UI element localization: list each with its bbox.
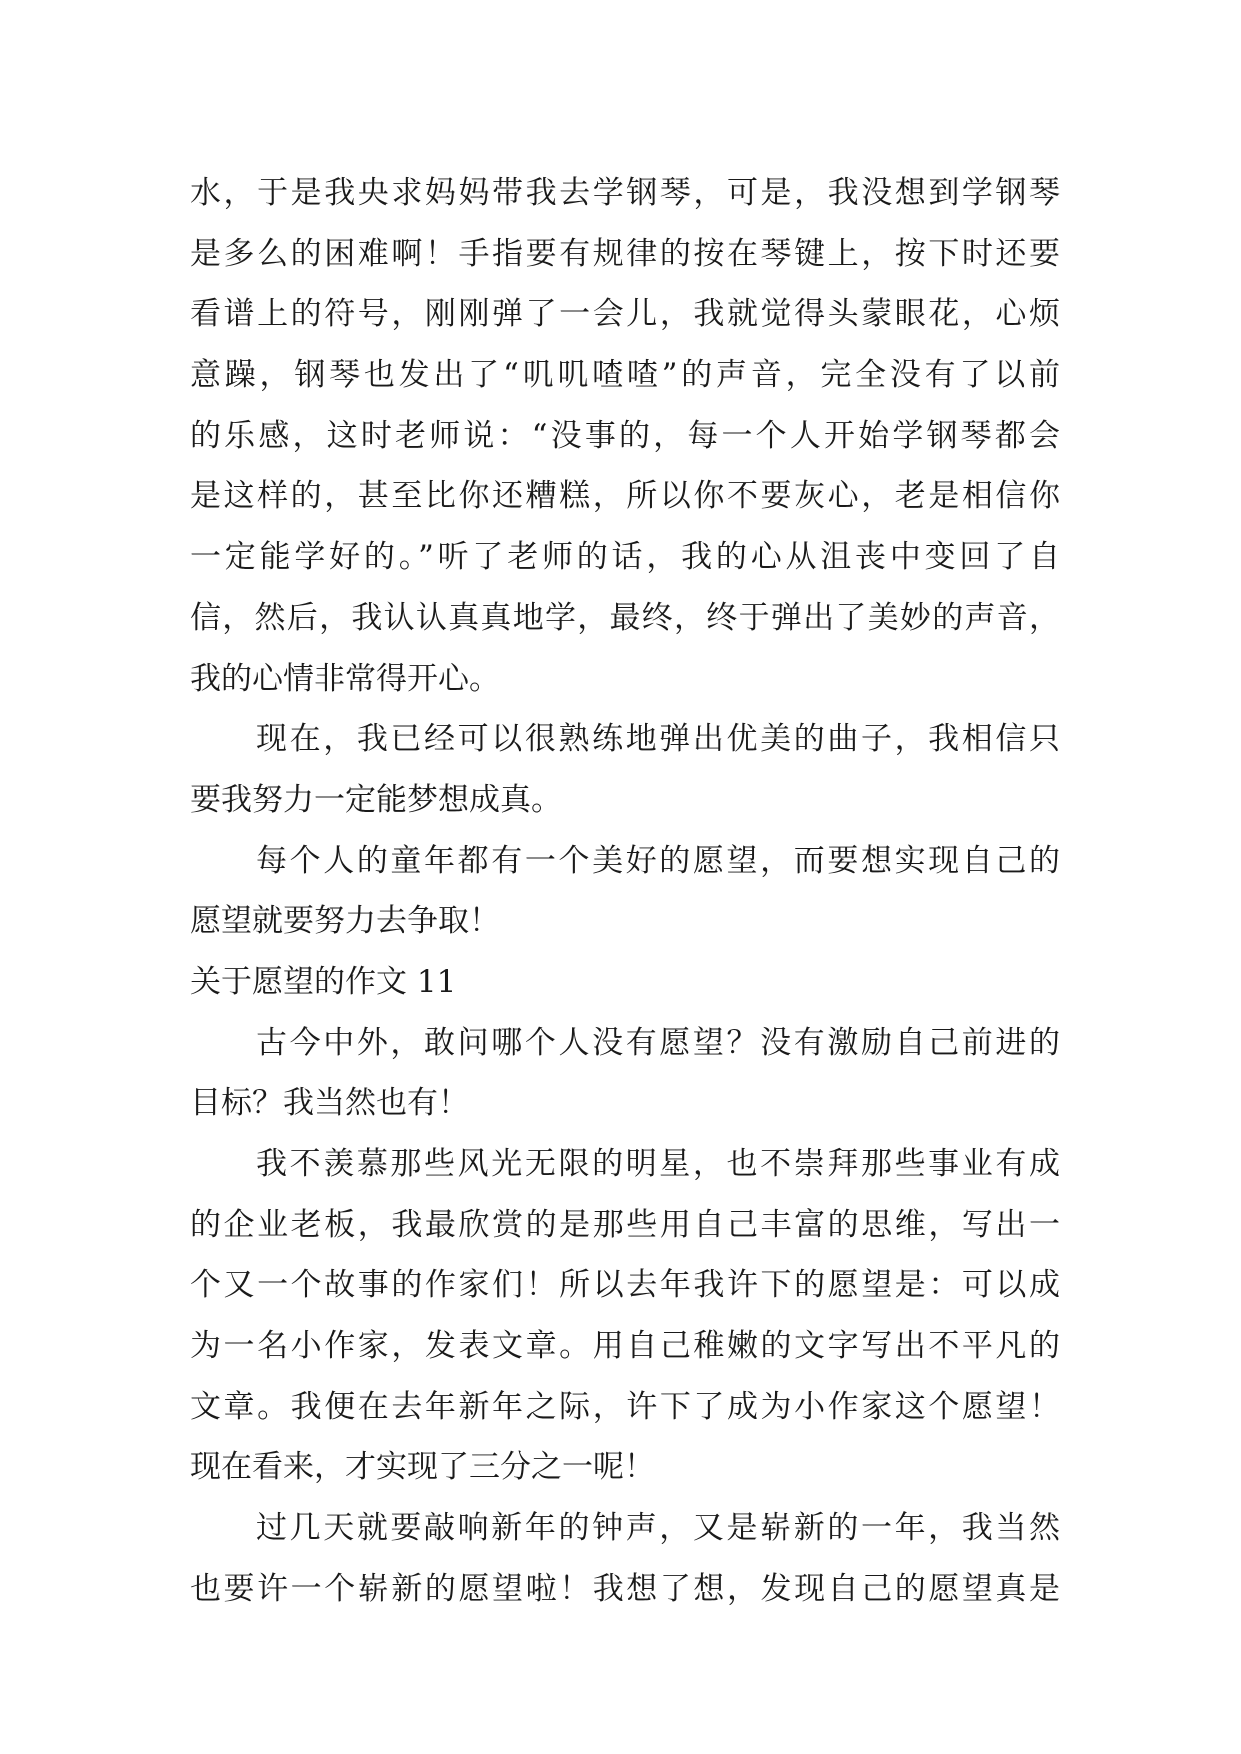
text-line: 的企业老板，我最欣赏的是那些用自己丰富的思维，写出一: [190, 1206, 1060, 1243]
text-line: 个又一个故事的作家们！所以去年我许下的愿望是：可以成: [190, 1267, 1060, 1304]
text-line: 现在，我已经可以很熟练地弹出优美的曲子，我相信只: [256, 721, 1060, 758]
essay-body: [190, 163, 1060, 1620]
text-line: 一定能学好的。”听了老师的话，我的心从沮丧中变回了自: [190, 539, 1060, 576]
text-line: 信，然后，我认认真真地学，最终，终于弹出了美妙的声音，: [190, 599, 1060, 636]
text-line: 要我努力一定能梦想成真。: [190, 781, 562, 818]
text-line: 愿望就要努力去争取！: [190, 903, 500, 940]
text-line: 目标？我当然也有！: [190, 1085, 469, 1122]
text-line: 也要许一个崭新的愿望啦！我想了想，发现自己的愿望真是: [190, 1570, 1060, 1607]
text-line: 现在看来，才实现了三分之一呢！: [190, 1449, 655, 1486]
text-line: 为一名小作家，发表文章。用自己稚嫩的文字写出不平凡的: [190, 1328, 1060, 1365]
text-line: 看谱上的符号，刚刚弹了一会儿，我就觉得头蒙眼花，心烦: [190, 296, 1060, 333]
text-line: 水，于是我央求妈妈带我去学钢琴，可是，我没想到学钢琴: [190, 175, 1060, 211]
text-line: 每个人的童年都有一个美好的愿望，而要想实现自己的: [256, 842, 1060, 879]
text-line: 的乐感，这时老师说：“没事的，每一个人开始学钢琴都会: [190, 417, 1060, 454]
essay-heading: 关于愿望的作文 11: [190, 963, 457, 1000]
text-line: 文章。我便在去年新年之际，许下了成为小作家这个愿望！: [190, 1388, 1060, 1425]
text-line: 意躁，钢琴也发出了“叽叽喳喳”的声音，完全没有了以前: [190, 357, 1060, 394]
text-line: 我的心情非常得开心。: [190, 660, 500, 697]
text-line: 是这样的，甚至比你还糟糕，所以你不要灰心，老是相信你: [190, 478, 1060, 515]
text-line: 是多么的困难啊！手指要有规律的按在琴键上，按下时还要: [190, 235, 1060, 272]
text-line: 古今中外，敢问哪个人没有愿望？没有激励自己前进的: [256, 1024, 1060, 1061]
text-line: 我不羡慕那些风光无限的明星，也不崇拜那些事业有成: [256, 1146, 1060, 1182]
text-line: 过几天就要敲响新年的钟声，又是崭新的一年，我当然: [256, 1510, 1060, 1547]
